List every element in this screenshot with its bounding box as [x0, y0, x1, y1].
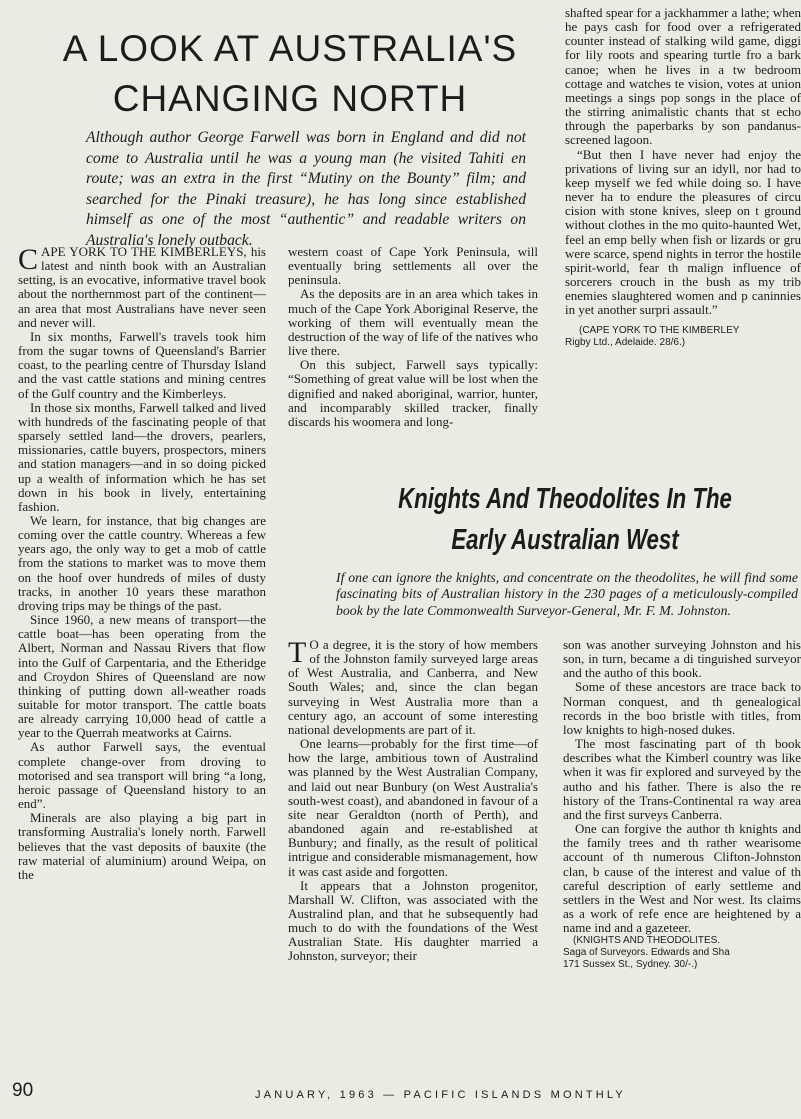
article2-credit-line: (KNIGHTS AND THEODOLITES.: [573, 935, 721, 947]
article2-paragraph: It appears that a Johnston progenitor, Marshall W. Clifton, was associated with the Australind plan, and that he subsequently had much to do with the foundations of the West Australian State. His daughter married a Johnston, surveyor; their: [288, 877, 538, 964]
article1-paragraph: As the deposits are in an area which takes in much of the Cape York Aboriginal Reserve, the working of them will eventually mean the destruction of the way of life of the natives who live there.: [288, 286, 538, 359]
article1-paragraph: In six months, Farwell's travels took him from the sugar towns of Queensland's Barrier coast, to the pearling centre of Thursday Island and the vast cattle stations and mining centres of the Gulf country and the Kimberleys.: [18, 328, 266, 401]
article2-title-line2: Early Australian West: [451, 523, 679, 556]
article1-paragraph: As author Farwell says, the eventual complete change-over from droving to motorised and sea transport will bring “a long, heroic passage of Queensland history to an end”.: [18, 739, 266, 812]
article2-paragraph: Some of these ancestors are trace back to Norman conquest, and th genealogical records in the boo bristle with titles, from low knights to high-nosed dukes.: [563, 679, 801, 737]
article2-intro: If one can ignore the knights, and concentrate on the theodolites, he will find some fascinating bits of Australian history in the 230 pages of a meticulously-compiled book by the late Commonwealth Surveyor-General, Mr. F. M. Johnston.: [336, 570, 798, 618]
article2-column-1: [288, 638, 538, 964]
article1-paragraph: Since 1960, a new means of transport—the cattle boat—has been operating from the Albert, Norman and Nassau Rivers that flow into the Gulf of Carpentaria, and the Etheridge and Croydon Shires of Queensland are now thinking of putting down all-weather roads suitable for motor transport. The cattle boats are already carrying 10,000 head of cattle a year to the Querrah meatworks at Cairns.: [18, 612, 266, 741]
article2-credit-line: 171 Sussex St., Sydney. 30/-.): [563, 959, 698, 971]
page-number: 90: [12, 1080, 34, 1101]
article1-title-line1: A LOOK AT AUSTRALIA'S: [62, 28, 518, 69]
article1-paragraph: Minerals are also playing a big part in transforming Australia's lonely north. Farwell believes that the vast deposits of bauxite (the raw material of aluminium) around Weipa, on the: [18, 810, 266, 882]
article1-paragraph: shafted spear for a jackhammer a lathe; when he pays cash for food over a refrigerated counter instead of stalking wild game, diggi for lily roots and spearing turtle fro a bark canoe; when he lives in a tw bedroom cottage and watches te vision, votes at union meetings a sings pop songs in the place of the stirring animalistic chants that st echo through the paperbarks by son pandanus-screened lagoon.: [565, 6, 801, 148]
article2-paragraph: O a degree, it is the story of how members of the Johnston family surveyed large areas of West Australia, and Canberra, and New South Wales; and, since the clan began surveying in West Australia more than a century ago, an account of some interesting national developments are part of it.: [288, 637, 538, 737]
article2-title: [330, 485, 800, 554]
running-footer: JANUARY, 1963 — PACIFIC ISLANDS MONTHLY: [255, 1089, 626, 1101]
article1-title-line2: CHANGING NORTH: [112, 78, 468, 119]
article2-column-2: [563, 638, 801, 1078]
article2-title-line1: Knights And Theodolites In The: [398, 483, 732, 515]
article2-dropcap: T: [288, 636, 307, 669]
article1-column-3: [565, 6, 801, 476]
article1-credit-line: Rigby Ltd., Adelaide. 28/6.): [565, 337, 686, 349]
article1-title: [40, 30, 540, 117]
article1-paragraph: APE YORK TO THE KIMBERLEYS, his latest and ninth book with an Australian setting, is an evocative, informative travel book about the northernmost part of the continent—an area that most Australians have never seen and never will.: [18, 244, 266, 330]
article1-dropcap: C: [18, 243, 39, 276]
article1-paragraph: On this subject, Farwell says typically: “Something of great value will be lost when the dignified and naked aboriginal, warrior, hunter, and incomparably skilled tracker, finally discards his woomera and long-: [288, 357, 538, 429]
article1-paragraph: In those six months, Farwell talked and lived with hundreds of the fascinating people of that sparsely settled land—the drovers, pearlers, missionaries, cattle buyers, prospectors, miners and station managers—and in so doing picked up a wealth of information which he has set down in his book in lively, entertaining fashion.: [18, 399, 266, 514]
article2-paragraph: One can forgive the author th knights and the family trees and th rather wearisome account of th numerous Clifton-Johnston clan, b cause of the interest and value of th careful description of early settleme and settlers in the West and Nor west. Its claims as a work of refe ence are heightened by a name ind and a gazeteer.: [563, 821, 801, 936]
article2-paragraph: The most fascinating part of th book describes what the Kimberl country was like when it was fir explored and surveyed by the autho and his father. There is also the re history of the Trans-Continental ra way area and the first surveys Canberra.: [563, 736, 801, 822]
article1-intro: Although author George Farwell was born in England and did not come to Australia until he was a young man (he visited Tahiti en route; was an extra in the first “Mutiny on the Bounty” film; and searched for the Pinaki treasure), he has long since established himself as one of the most “authentic” and readable writers on Australia's lonely outback.: [86, 129, 526, 249]
article1-column-2: [288, 245, 538, 429]
article2-credit-line: Saga of Surveyors. Edwards and Sha: [563, 947, 730, 959]
article2-paragraph: son was another surveying Johnston and his son, in turn, became a di tinguished surveyor and the autho of this book.: [563, 638, 801, 681]
article2-paragraph: One learns—probably for the first time—of how the large, ambitious town of Australind was planned by the West Australian Company, and laid out near Bunbury (on West Australia's south-west coast), and abandoned in favour of a site near Geraldton (north of Perth), and abandoned again and re-established at Bunbury; and finally, as the result of political intrigue and considerable mismanagement, how it was cast aside and forgotten.: [288, 736, 538, 879]
article1-paragraph: “But then I have never had enjoy the privations of living sur an idyll, nor had to keep myself we fed while doing so. I have never ha to endure the pleasures of circu cision with stone knives, sleep on t ground without clothes in the mo quito-haunted Wet, feel an emp belly when fish or lizards or gru were scarce, spend nights in terror the hostile spirit-world, fear th malign influence of sorcerers crouch in the bush as my trib enemies slaughtered women and p caninnies in yet another surpri assault.”: [565, 146, 801, 318]
article1-credit-line: (CAPE YORK TO THE KIMBERLEY: [579, 325, 740, 337]
article1-paragraph: western coast of Cape York Peninsula, will eventually bring settlements all over the peninsula.: [288, 244, 538, 288]
article1-column-1: [18, 245, 266, 882]
article1-paragraph: We learn, for instance, that big changes are coming over the cattle country. Whereas a few years ago, the only way to get a mob of cattle from the stations to market was to move them on the hoof over hundreds of miles of dusty tracks, in another 10 years these marathon droving trips may be things of the past.: [18, 512, 266, 613]
